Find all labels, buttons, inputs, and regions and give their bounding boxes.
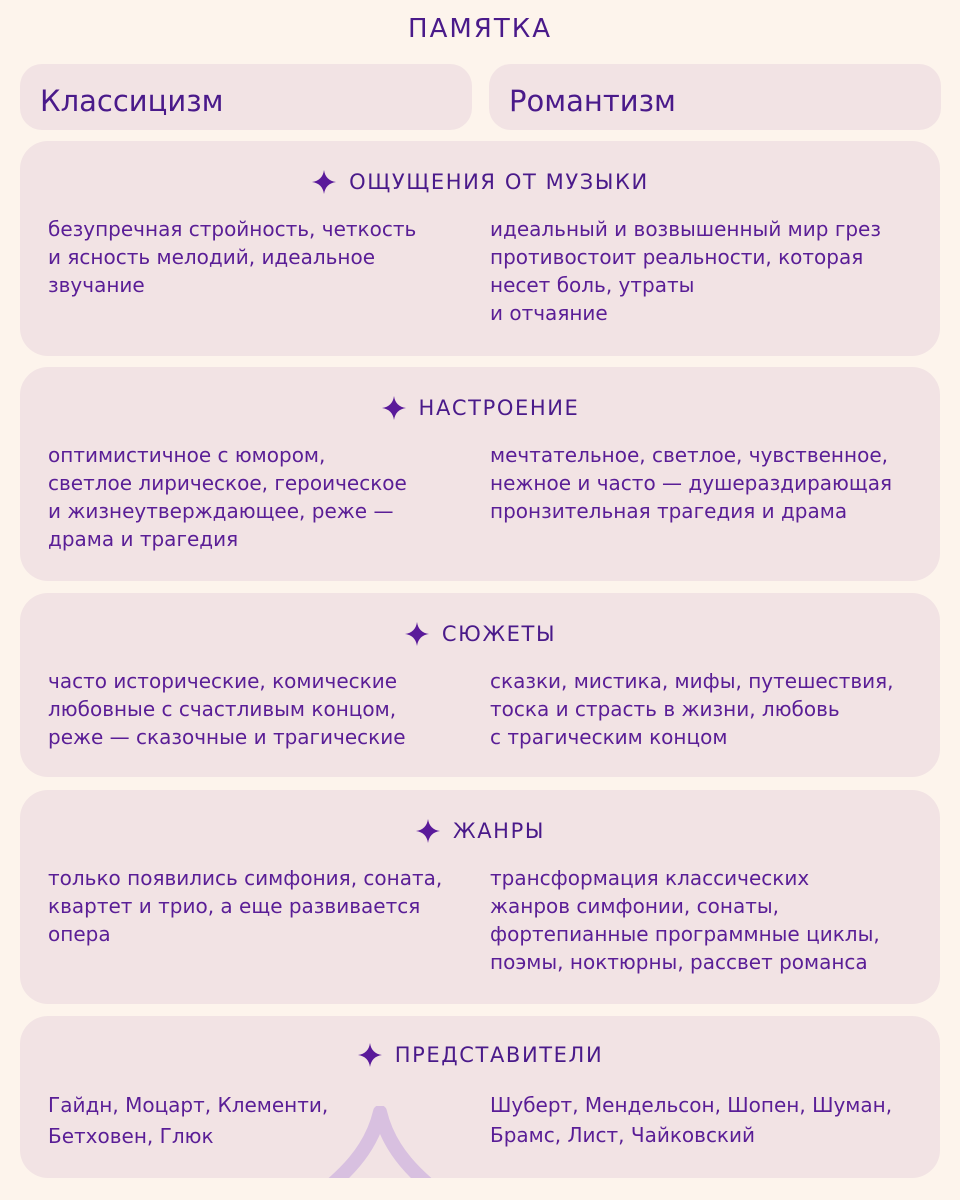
section-title — [20, 169, 940, 195]
romanticism-text: трансформация классических жанров симфонии, сонаты, фортепианные программные циклы, поэмы, ноктюрны, рассвет романса — [490, 866, 880, 974]
classicism-text: безупречная стройность, четкость и ясность мелодий, идеальное звучание — [48, 217, 417, 297]
classicism-text: только появились симфония, соната, квартет и трио, а еще развивается опера — [48, 866, 443, 946]
column-header-label: Романтизм — [509, 84, 676, 118]
section-title-text: СЮЖЕТЫ — [441, 622, 557, 646]
column-header-label: Классицизм — [40, 84, 224, 118]
classicism-text: оптимистичное с юмором, светлое лирическое, героическое и жизнеутверждающее, реже — драма и трагедия — [48, 443, 407, 551]
section-title — [20, 1042, 940, 1068]
section-title-text: ЖАНРЫ — [453, 819, 545, 843]
section-title — [20, 395, 940, 421]
star-icon — [311, 169, 337, 195]
romanticism-text: идеальный и возвышенный мир грез противостоит реальности, которая несет боль, утраты и отчаяние — [490, 217, 881, 325]
romanticism-text: сказки, мистика, мифы, путешествия, тоска и страсть в жизни, любовь с трагическим концом — [490, 669, 894, 749]
star-icon — [381, 395, 407, 421]
column-header-classicism — [20, 64, 472, 130]
romanticism-text: Шуберт, Мендельсон, Шопен, Шуман, Брамс, Лист, Чайковский — [490, 1093, 893, 1147]
section-title — [20, 818, 940, 844]
star-icon — [404, 621, 430, 647]
classicism-text: часто исторические, комические любовные с счастливым концом, реже — сказочные и трагические — [48, 669, 406, 749]
column-header-romanticism — [489, 64, 941, 130]
section-mood — [20, 367, 940, 581]
section-title-text: НАСТРОЕНИЕ — [418, 396, 580, 420]
romanticism-text: мечтательное, светлое, чувственное, нежное и часто — душераздирающая пронзительная трагедия и драма — [490, 443, 892, 523]
star-icon — [415, 818, 441, 844]
section-music-feelings — [20, 141, 940, 356]
section-title — [20, 621, 940, 647]
section-title-text: ПРЕДСТАВИТЕЛИ — [394, 1043, 604, 1067]
star-icon — [357, 1042, 383, 1068]
page-title: ПАМЯТКА — [408, 14, 552, 44]
section-representatives — [20, 1016, 940, 1178]
section-genres — [20, 790, 940, 1004]
section-plots — [20, 593, 940, 777]
classicism-text: Гайдн, Моцарт, Клементи, Бетховен, Глюк — [48, 1093, 329, 1148]
section-title-text: ОЩУЩЕНИЯ ОТ МУЗЫКИ — [349, 170, 649, 194]
